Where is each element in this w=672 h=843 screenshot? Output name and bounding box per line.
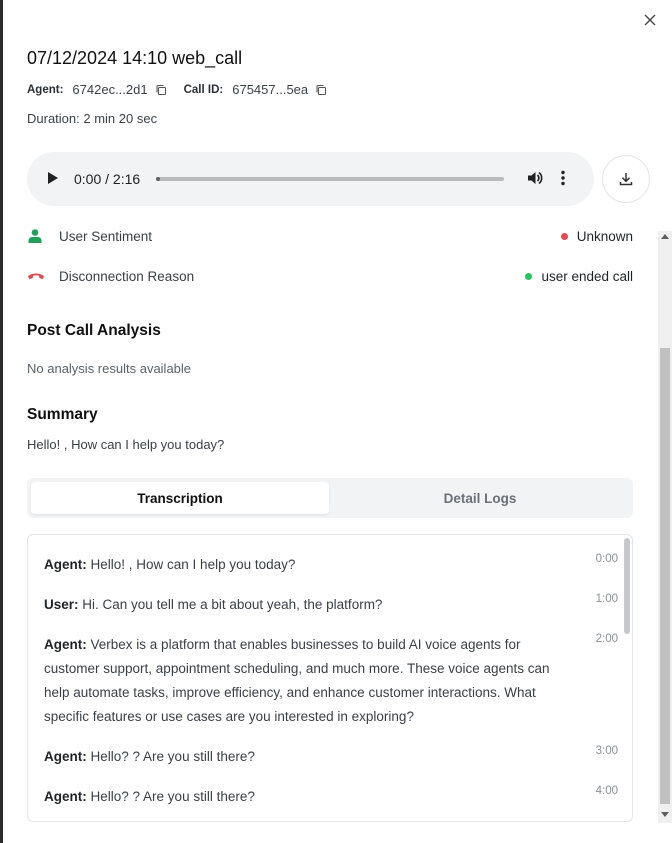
disconnection-reason-value: [525, 269, 633, 284]
speaker-label: Agent:: [44, 749, 87, 764]
volume-button[interactable]: [526, 169, 544, 192]
user-sentiment-value: [561, 229, 633, 244]
post-call-analysis-heading: Post Call Analysis: [27, 322, 161, 339]
message-text: Hi. Can you tell me a bit about yeah, the platform?: [82, 597, 383, 612]
page-title: 07/12/2024 14:10 web_call: [27, 48, 243, 68]
transcript-message: [44, 593, 574, 617]
agent-label: Agent:: [27, 83, 64, 96]
panel-scrollbar-thumb[interactable]: [660, 348, 670, 804]
transcript-message: [44, 553, 574, 577]
transcript-scrollbar-thumb[interactable]: [624, 538, 630, 634]
scroll-up-arrow-icon[interactable]: [661, 234, 669, 239]
tab-transcription[interactable]: Transcription: [31, 482, 329, 514]
disconnection-reason-text: user ended call: [541, 268, 633, 284]
message-text: Hello! , How can I help you today?: [90, 557, 296, 572]
copy-call-id-button[interactable]: [315, 84, 327, 96]
disconnection-reason-label: Disconnection Reason: [59, 268, 195, 284]
speaker-label: Agent:: [44, 789, 87, 804]
call-id-label: Call ID:: [183, 83, 224, 96]
transcript-message: [44, 633, 574, 729]
speaker-label: User:: [44, 597, 79, 612]
user-icon: [27, 228, 51, 244]
phone-hangup-icon: [27, 270, 51, 282]
player-options-button[interactable]: [560, 169, 566, 192]
message-text: Hello? ? Are you still there?: [90, 789, 255, 804]
scroll-down-arrow-icon[interactable]: [661, 812, 669, 817]
window-left-edge: [0, 0, 3, 843]
tab-bar: [27, 478, 633, 518]
message-text: Verbex is a platform that enables businesses to build AI voice agents for customer support, appointment scheduling, and much more. These voice agents can help automate tasks, improve efficiency, and enhance customer interactions. What specific features or use cases are you interested in exploring?: [44, 637, 550, 724]
download-button[interactable]: [602, 155, 650, 203]
playback-time: 0:00 / 2:16: [74, 171, 141, 187]
message-timestamp: 2:00: [595, 633, 618, 645]
more-vertical-icon: [560, 169, 566, 187]
volume-icon: [526, 169, 544, 187]
download-icon: [618, 171, 634, 187]
user-sentiment-row: [27, 225, 633, 247]
message-timestamp: 3:00: [595, 745, 618, 757]
call-meta: [27, 82, 344, 97]
status-dot: [561, 233, 568, 240]
transcript-message: [44, 745, 574, 769]
speaker-label: Agent:: [44, 557, 87, 572]
message-timestamp: 4:00: [595, 785, 618, 797]
audio-player: [27, 152, 594, 206]
seek-progress: [156, 177, 160, 181]
close-button[interactable]: [640, 10, 660, 30]
call-duration: Duration: 2 min 20 sec: [27, 111, 158, 126]
disconnection-reason-row: [27, 265, 633, 287]
agent-id: 6742ec...2d1: [72, 82, 148, 97]
seek-bar[interactable]: [156, 177, 504, 181]
transcript-panel[interactable]: [27, 534, 633, 822]
user-sentiment-label: User Sentiment: [59, 228, 153, 244]
user-sentiment-text: Unknown: [576, 228, 633, 244]
copy-icon: [315, 84, 327, 96]
transcript-message: [44, 785, 574, 809]
copy-icon: [155, 84, 167, 96]
summary-text: Hello! , How can I help you today?: [27, 437, 225, 452]
post-call-empty-text: No analysis results available: [27, 361, 192, 376]
play-icon: [47, 171, 59, 185]
tab-detail-logs[interactable]: Detail Logs: [443, 490, 517, 506]
summary-heading: Summary: [27, 406, 98, 423]
play-button[interactable]: [47, 171, 59, 190]
status-dot: [525, 273, 532, 280]
close-icon: [644, 14, 656, 26]
message-timestamp: 0:00: [595, 553, 618, 565]
message-text: Hello? ? Are you still there?: [90, 749, 255, 764]
copy-agent-id-button[interactable]: [155, 84, 167, 96]
call-id: 675457...5ea: [232, 82, 309, 97]
speaker-label: Agent:: [44, 637, 87, 652]
message-timestamp: 1:00: [595, 593, 618, 605]
